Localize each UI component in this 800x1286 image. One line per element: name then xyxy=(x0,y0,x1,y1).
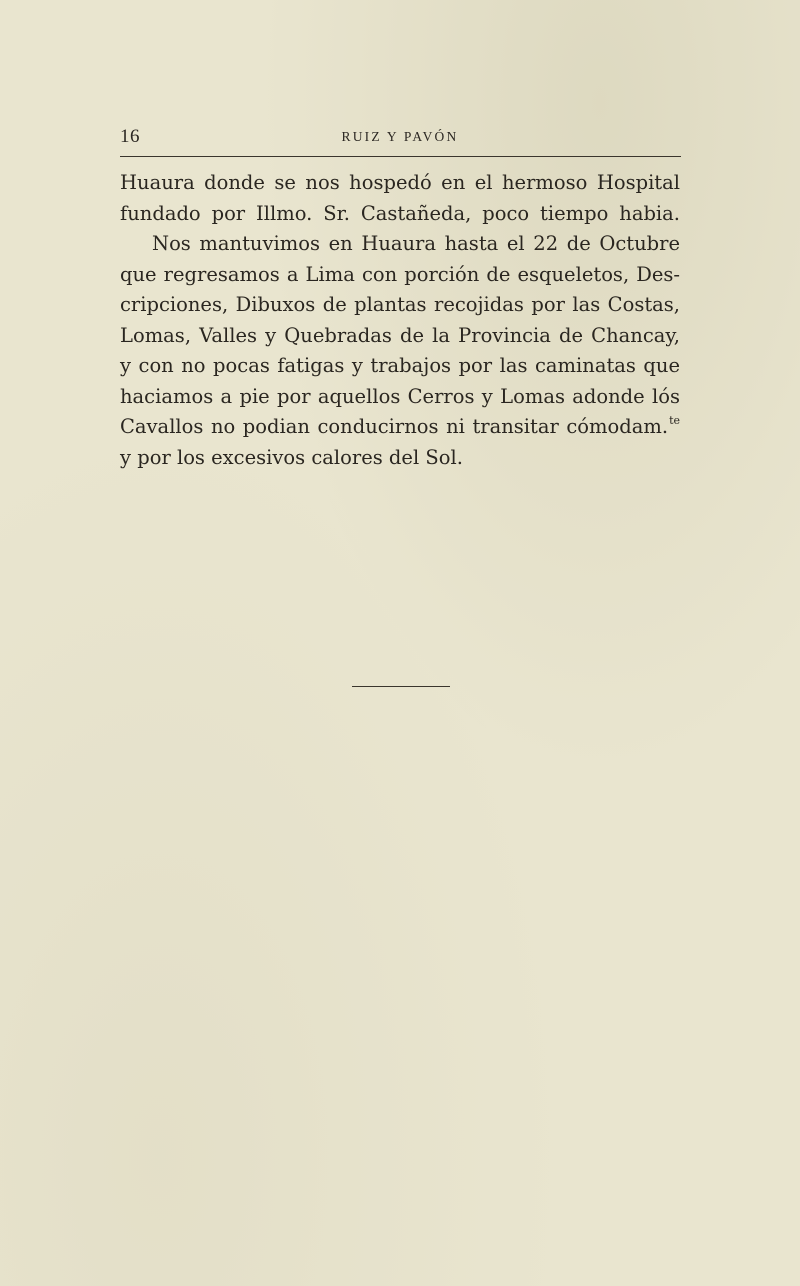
text-line-content: Cavallos no podian conducirnos ni transitar cómodam. xyxy=(120,415,669,438)
text-line: cripciones, Dibuxos de plantas recojidas por las Costas, xyxy=(120,293,680,316)
header-rule xyxy=(120,156,681,157)
abbreviation-superscript: te xyxy=(669,414,680,427)
text-line: Lomas, Valles y Quebradas de la Provincia de Chancay, xyxy=(120,323,680,347)
text-line: y con no pocas fatigas y trabajos por las caminatas que xyxy=(120,354,680,377)
text-line: Nos mantuvimos en Huaura hasta el 22 de Octubre xyxy=(152,232,680,255)
running-head xyxy=(120,126,680,156)
page-number: 16 xyxy=(120,126,140,147)
text-line: Huaura donde se nos hospedó en el hermoso Hospital xyxy=(120,171,680,194)
section-end-rule xyxy=(352,686,450,687)
text-line: haciamos a pie por aquellos Cerros y Lomas adonde lós xyxy=(120,384,680,408)
text-line: fundado por Illmo. Sr. Castañeda, poco tiempo habia. xyxy=(120,201,680,225)
text-line: y por los excesivos calores del Sol. xyxy=(120,445,463,469)
text-line-with-abbreviation xyxy=(120,412,680,443)
body-paragraph xyxy=(120,168,695,473)
running-title: RUIZ Y PAVÓN xyxy=(341,129,459,144)
text-line: que regresamos a Lima con porción de esqueletos, Des- xyxy=(120,262,680,286)
